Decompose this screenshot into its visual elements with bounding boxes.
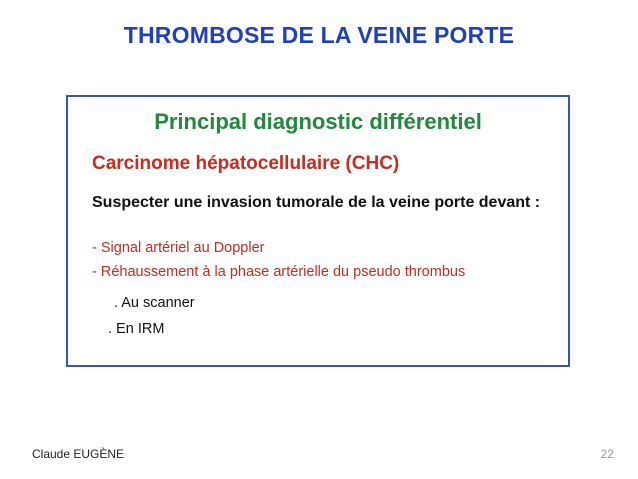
- subheading: Carcinome hépatocellulaire (CHC): [92, 153, 400, 174]
- page-number: 22: [600, 447, 614, 461]
- red-line-rehaussement: - Réhaussement à la phase artérielle du pseudo thrombus: [92, 264, 466, 280]
- sub-item-irm: . En IRM: [108, 321, 165, 337]
- box-heading: Principal diagnostic différentiel: [154, 109, 482, 134]
- red-line-doppler: - Signal artériel au Doppler: [92, 240, 265, 256]
- footer-author: Claude EUGÈNE: [32, 447, 125, 461]
- body-text: Suspecter une invasion tumorale de la veine porte devant :: [92, 194, 541, 211]
- content-box: [66, 95, 570, 367]
- sub-item-scanner: . Au scanner: [114, 295, 195, 311]
- slide-title: THROMBOSE DE LA VEINE PORTE: [123, 22, 515, 48]
